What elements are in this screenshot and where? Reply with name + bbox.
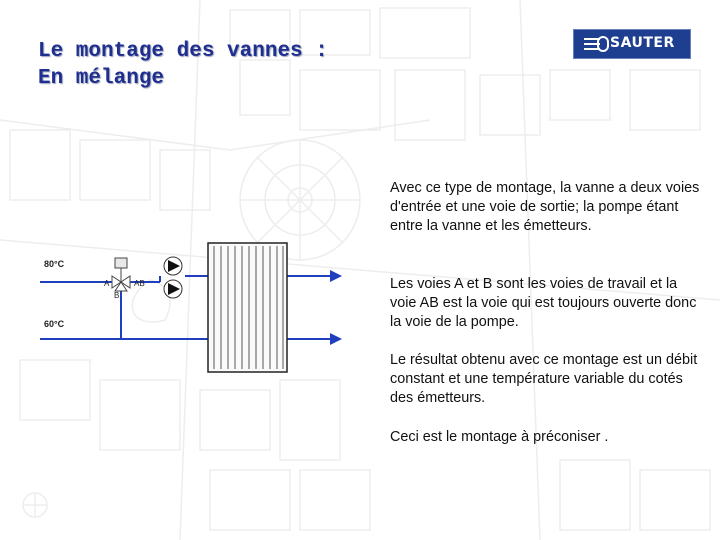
paragraph-3: Le résultat obtenu avec ce montage est un débit constant et une température variable du cotés des émetteurs. [390,352,698,406]
port-b-label: B [114,291,120,300]
return-temperature-label: 60°C [44,319,65,329]
paragraph-1: Avec ce type de montage, la vanne a deux voies d'entrée et une voie de sortie; la pompe étant entre la vanne et les émetteurs. [390,180,700,234]
title-line-1: Le montage des vannes : [38,40,328,63]
port-ab-label: AB [134,279,145,288]
supply-temperature-label: 80°C [44,259,65,269]
port-a-label: A [104,279,110,288]
pump-icon [164,257,182,298]
radiator-emitter [208,243,287,372]
flow-arrows [330,270,342,345]
logo-text: SAUTER [610,35,675,51]
paragraph-2: Les voies A et B sont les voies de travail et la voie AB est la voie qui est toujours ouverte donc la voie de la pompe. [390,276,697,330]
three-way-valve [112,258,130,291]
paragraph-4: Ceci est le montage à préconiser . [390,429,609,445]
title-line-2: En mélange [38,67,165,90]
